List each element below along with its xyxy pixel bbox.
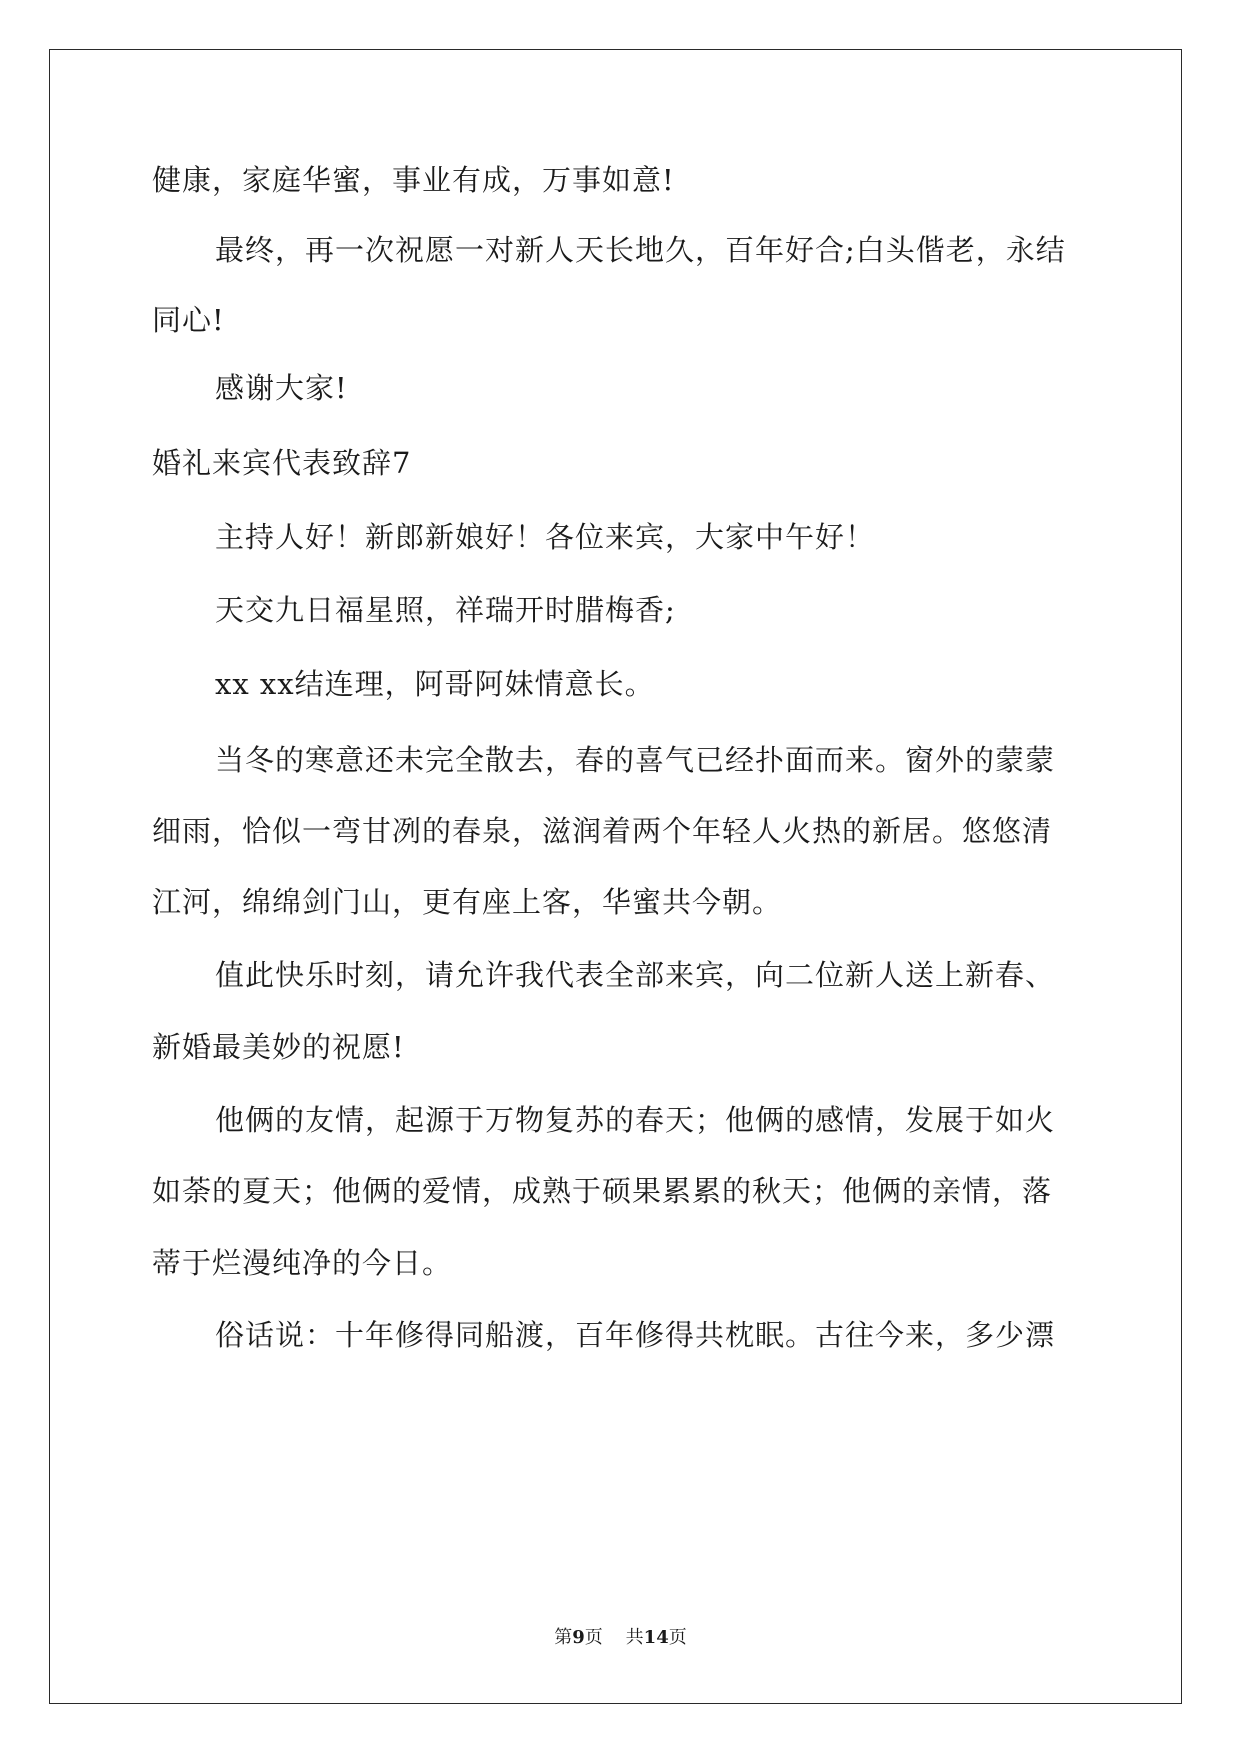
text-line: 主持人好！新郎新娘好！各位来宾，大家中午好！ xyxy=(215,520,876,554)
text-line: 如荼的夏天；他俩的爱情，成熟于硕果累累的秋天；他俩的亲情，落 xyxy=(152,1174,1053,1208)
text-line: 江河，绵绵剑门山，更有座上客，华蜜共今朝。 xyxy=(152,885,783,919)
footer-total-suffix: 页 xyxy=(668,1627,687,1648)
text-line: 最终，再一次祝愿一对新人天长地久，百年好合;白头偕老，永结 xyxy=(215,233,1066,267)
total-pages: 14 xyxy=(643,1627,669,1648)
text-line: xx xx结连理，阿哥阿妹情意长。 xyxy=(215,667,655,701)
text-line: 新婚最美妙的祝愿! xyxy=(152,1030,405,1064)
text-line: 值此快乐时刻，请允许我代表全部来宾，向二位新人送上新春、 xyxy=(215,958,1056,992)
section-heading: 婚礼来宾代表致辞7 xyxy=(152,446,412,480)
footer-prefix: 第 xyxy=(554,1627,573,1648)
text-line: 健康，家庭华蜜，事业有成，万事如意! xyxy=(152,163,675,197)
text-line: 他俩的友情，起源于万物复苏的春天；他俩的感情，发展于如火 xyxy=(215,1103,1056,1137)
text-line: 细雨，恰似一弯甘冽的春泉，滋润着两个年轻人火热的新居。悠悠清 xyxy=(152,814,1053,848)
text-line: 俗话说：十年修得同船渡，百年修得共枕眠。古往今来，多少漂 xyxy=(215,1318,1056,1352)
footer-total-prefix: 共 xyxy=(625,1627,644,1648)
page-footer xyxy=(0,1626,1241,1650)
page-frame xyxy=(49,49,1182,1704)
page-number: 9 xyxy=(572,1627,585,1648)
text-line: 同心! xyxy=(152,303,225,337)
text-line: 感谢大家! xyxy=(215,371,348,405)
text-line: 天交九日福星照，祥瑞开时腊梅香; xyxy=(215,593,676,627)
footer-page-suffix: 页 xyxy=(584,1627,603,1648)
text-line: 蒂于烂漫纯净的今日。 xyxy=(152,1246,453,1280)
text-line: 当冬的寒意还未完全散去，春的喜气已经扑面而来。窗外的蒙蒙 xyxy=(215,743,1056,777)
